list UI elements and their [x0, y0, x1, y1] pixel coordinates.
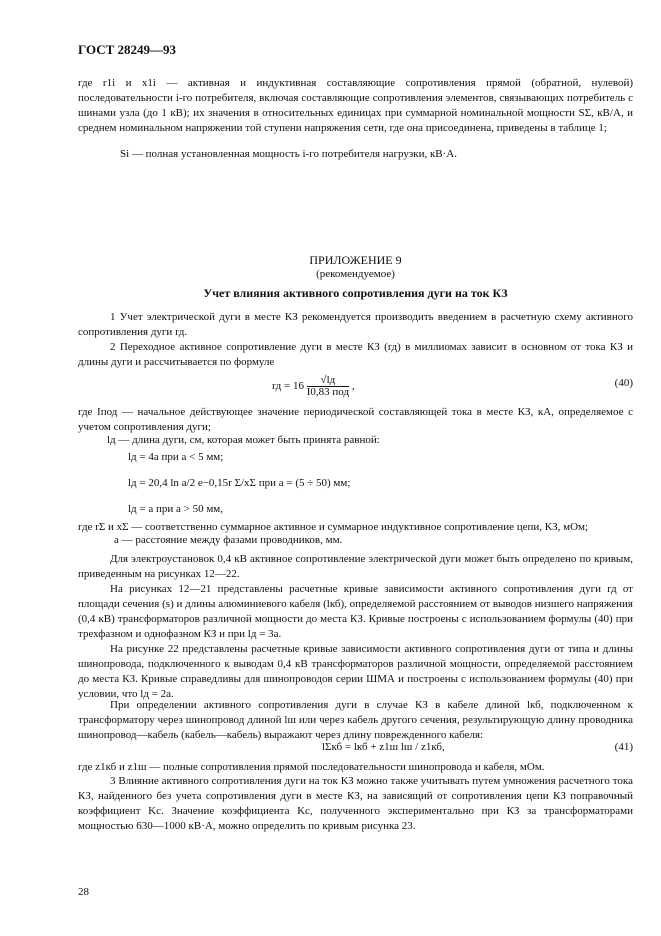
formula-40 [272, 375, 355, 398]
definition-r1-x1 [78, 76, 633, 136]
formula-40-denominator: I0,83 под [306, 386, 350, 398]
formula-40-tail: , [351, 380, 355, 393]
ld-case-1: lд = 4a при a < 5 мм; [128, 451, 224, 463]
appendix-title: ПРИЛОЖЕНИЕ 9 [309, 253, 402, 267]
paragraph-7: 3 Влияние активного сопротивления дуги на ток КЗ можно также учитывать путем умножения расчетного тока КЗ, найденного без учета сопротивления дуги в месте КЗ, на зависящий от сопротивления цепи КЗ поправочный коэффициент Kс. Значение коэффициента Kс, полученного экспериментально при КЗ за трансформаторами мощностью 630—1000 кВ·А, можно определить по кривым рисунка 23. [78, 775, 633, 832]
ld-case-2: lд = 20,4 ln a/2 e−0,15r Σ/xΣ при a = (5 ÷ 50) мм; [128, 477, 351, 489]
appendix-subtitle: (рекомендуемое) [316, 268, 395, 280]
paragraph-3: Для электроустановок 0,4 кВ активное сопротивление электрической дуги может быть определено по кривым, приведенным на рисунках 12—22. [78, 553, 633, 580]
paragraph-6: При определении активного сопротивления дуги в случае КЗ в кабеле длиной lкб, подключенном к трансформатору через шинопровод длиной lш или через кабель другого сечения, результирующую длину проводника шинопровод—кабель (кабель—кабель) выражают через длину поврежденного кабеля: [78, 699, 633, 741]
formula-41: lΣкб = lкб + z1ш lш / z1кб, [322, 741, 445, 753]
paragraph-2: 2 Переходное активное сопротивление дуги в месте КЗ (rд) в миллиомах зависит в основном от тока КЗ и длины дуги и рассчитывается по формуле [78, 341, 633, 368]
definition-r1-text: где r1i и x1i — активная и индуктивная составляющие сопротивления прямой (обратной, нулевой) последовательности i-го потребителя, включая составляющие сопротивления элементов, связывающих потребитель с шинами узла (до 1 кВ); их значения в относительных единицах при суммарной номинальной мощности SΣ, кВ/А, и среднем номинальном напряжении той ступени напряжения сети, где она присоединена, приведены в таблице 1; [78, 77, 633, 134]
paragraph-5: На рисунке 22 представлены расчетные кривые зависимости активного сопротивления дуги от типа и длины шинопровода, подключенного к выводам 0,4 кВ трансформаторов различной мощности, определяемой расстоянием до места КЗ. Кривые справедливы для шинопроводов серии ШМА и построены с использованием формулы (40) при условии, что lд = 2a. [78, 643, 633, 700]
formula-40-lhs: rд = 16 [272, 380, 304, 393]
formula-40-numerator: √lд [307, 375, 349, 387]
definition-z: где z1кб и z1ш — полные сопротивления прямой последовательности шинопровода и кабеля, мОм. [78, 761, 545, 773]
formula-40-fraction [307, 375, 349, 398]
paragraph-1: 1 Учет электрической дуги в месте КЗ рекомендуется производить введением в расчетную схему активного сопротивления дуги rд. [78, 311, 633, 338]
definition-a: a — расстояние между фазами проводников, мм. [114, 534, 343, 546]
page-number: 28 [78, 886, 89, 898]
document-header: ГОСТ 28249—93 [78, 42, 177, 57]
definition-ld: lд — длина дуги, см, которая может быть принята равной: [107, 434, 380, 446]
ld-case-3: lд = a при a > 50 мм, [128, 503, 224, 515]
equation-number-40: (40) [614, 377, 633, 389]
appendix-heading: Учет влияния активного сопротивления дуги на ток КЗ [203, 286, 508, 300]
paragraph-4: На рисунках 12—21 представлены расчетные кривые зависимости активного сопротивления дуги rд от площади сечения (s) и длины алюминиевого кабеля (lкб), определяемой расстоянием от выводов низшего напряжения (0,4 кВ) трансформаторов различной мощности до места КЗ. Кривые построены с использованием формулы (40) при трехфазном и однофазном КЗ и при lд = 3a. [78, 583, 633, 640]
equation-number-41: (41) [614, 741, 633, 753]
definition-ipod: где Iпод — начальное действующее значение периодической составляющей тока в месте КЗ, кА, определяемое с учетом сопротивления дуги; [78, 406, 633, 433]
definition-s: Si — полная установленная мощность i-го потребителя нагрузки, кВ·А. [120, 148, 458, 160]
definition-r-sum-x-sum: где rΣ и xΣ — соответственно суммарное активное и суммарное индуктивное сопротивление цепи, КЗ, мОм; [78, 521, 589, 533]
